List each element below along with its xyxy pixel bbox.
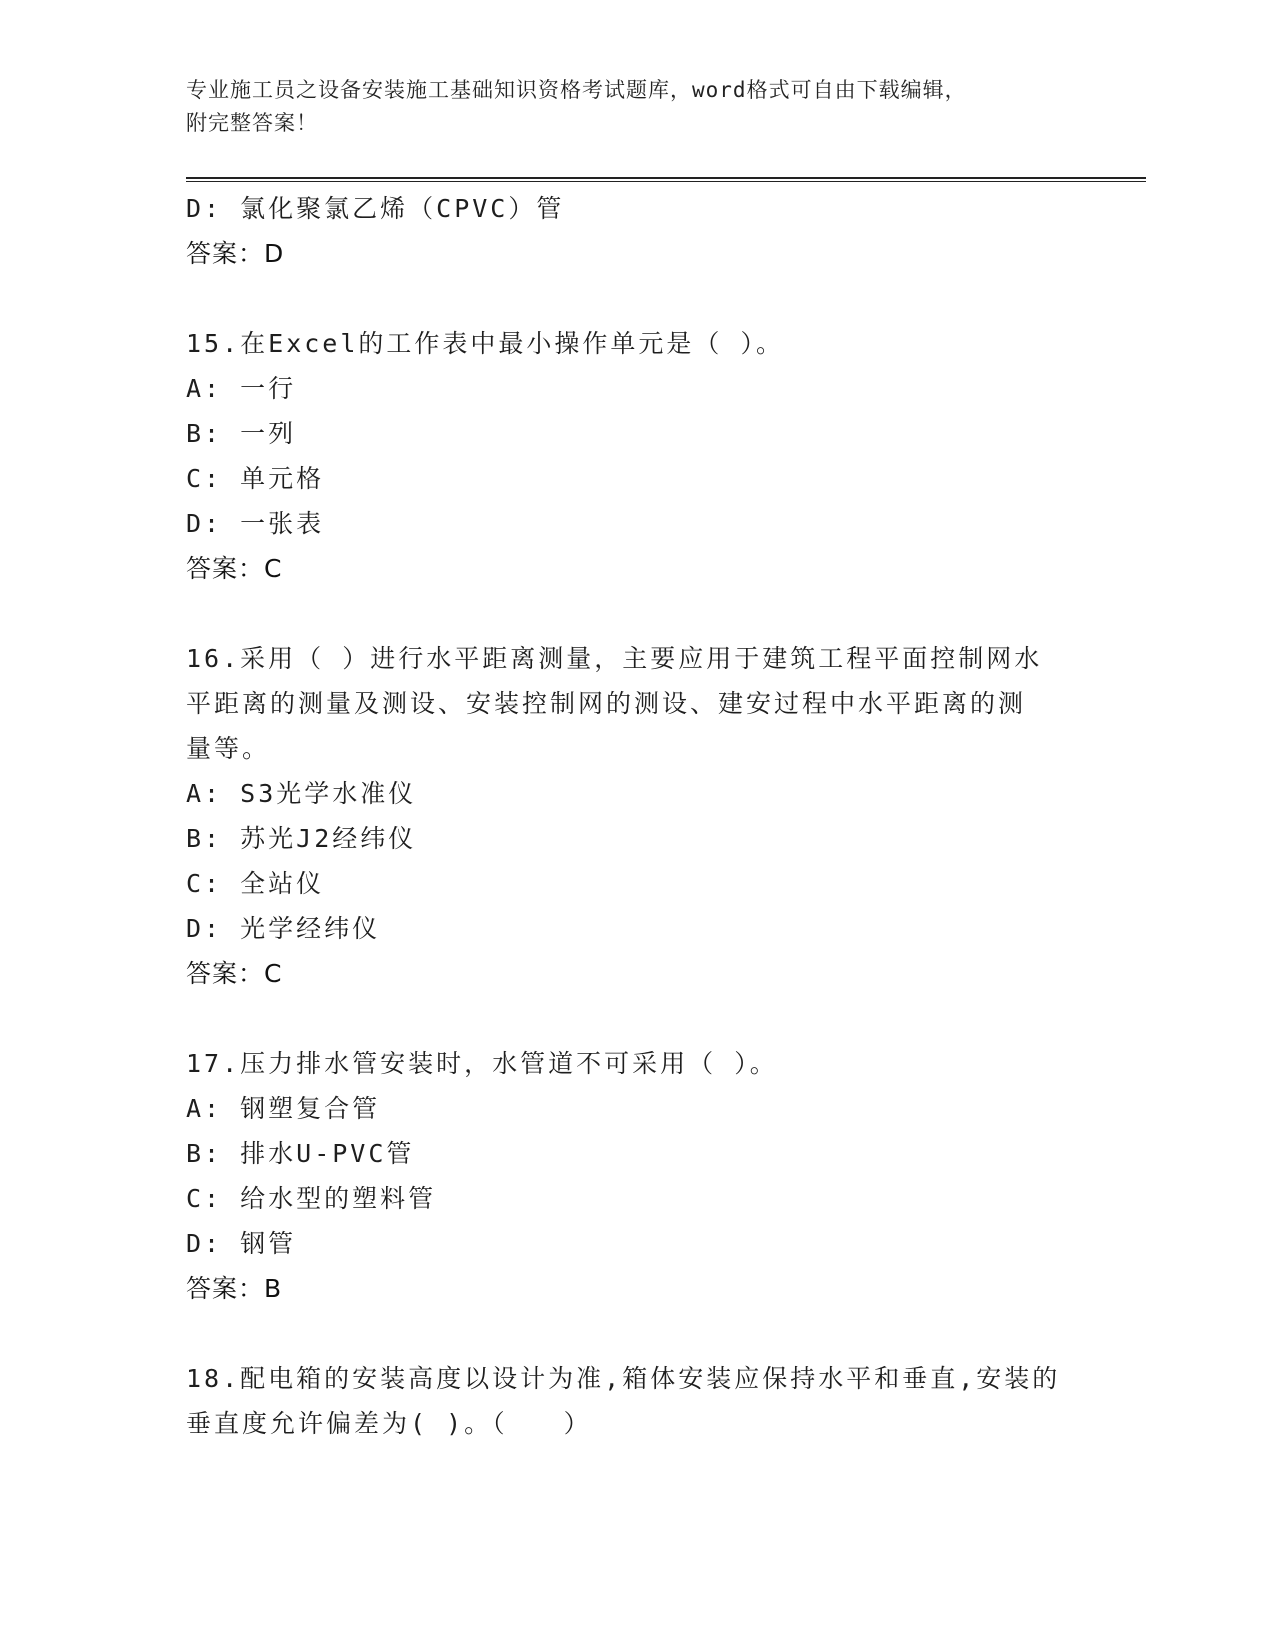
question-17 xyxy=(186,1041,1086,1311)
question-stem-line-3: 量等。 xyxy=(186,734,271,763)
question-15 xyxy=(186,321,1086,591)
answer: 答案：C xyxy=(186,554,283,583)
question-stem-line-1: 18.配电箱的安装高度以设计为准,箱体安装应保持水平和垂直,安装的 xyxy=(186,1364,1061,1393)
header-divider xyxy=(186,177,1146,182)
question-16 xyxy=(186,636,1086,996)
answer: 答案：C xyxy=(186,959,283,988)
header-title-line-1: 专业施工员之设备安装施工基础知识资格考试题库，word格式可自由下载编辑， xyxy=(186,78,967,102)
answer-carryover: 答案：D xyxy=(186,239,285,268)
option-a: A: 钢塑复合管 xyxy=(186,1094,381,1123)
answer: 答案：B xyxy=(186,1274,283,1303)
spacer xyxy=(186,276,1086,321)
option-b: B: 一列 xyxy=(186,419,297,448)
option-a: A: 一行 xyxy=(186,374,297,403)
spacer xyxy=(186,1311,1086,1356)
option-c: C: 给水型的塑料管 xyxy=(186,1184,437,1213)
option-c: C: 全站仪 xyxy=(186,869,325,898)
option-d: D: 光学经纬仪 xyxy=(186,914,381,943)
question-stem-line-2: 平距离的测量及测设、安装控制网的测设、建安过程中水平距离的测 xyxy=(186,689,1027,718)
option-d: D: 一张表 xyxy=(186,509,325,538)
question-18 xyxy=(186,1356,1086,1446)
option-a: A: S3光学水准仪 xyxy=(186,779,417,808)
spacer xyxy=(186,996,1086,1041)
option-b: B: 苏光J2经纬仪 xyxy=(186,824,417,853)
spacer xyxy=(186,591,1086,636)
option-c: C: 单元格 xyxy=(186,464,325,493)
option-b: B: 排水U-PVC管 xyxy=(186,1139,415,1168)
question-stem-line-2: 垂直度允许偏差为( )。（ ） xyxy=(186,1409,592,1438)
page-header xyxy=(186,74,1066,140)
question-body xyxy=(186,186,1086,1446)
option-d: D: 钢管 xyxy=(186,1229,297,1258)
question-stem: 17.压力排水管安装时，水管道不可采用（ ）。 xyxy=(186,1049,778,1078)
option-d-carryover: D: 氯化聚氯乙烯（CPVC）管 xyxy=(186,194,565,223)
question-stem-line-1: 16.采用（ ）进行水平距离测量，主要应用于建筑工程平面控制网水 xyxy=(186,644,1043,673)
question-stem: 15.在Excel的工作表中最小操作单元是（ ）。 xyxy=(186,329,784,358)
header-title-line-2: 附完整答案！ xyxy=(186,111,318,135)
